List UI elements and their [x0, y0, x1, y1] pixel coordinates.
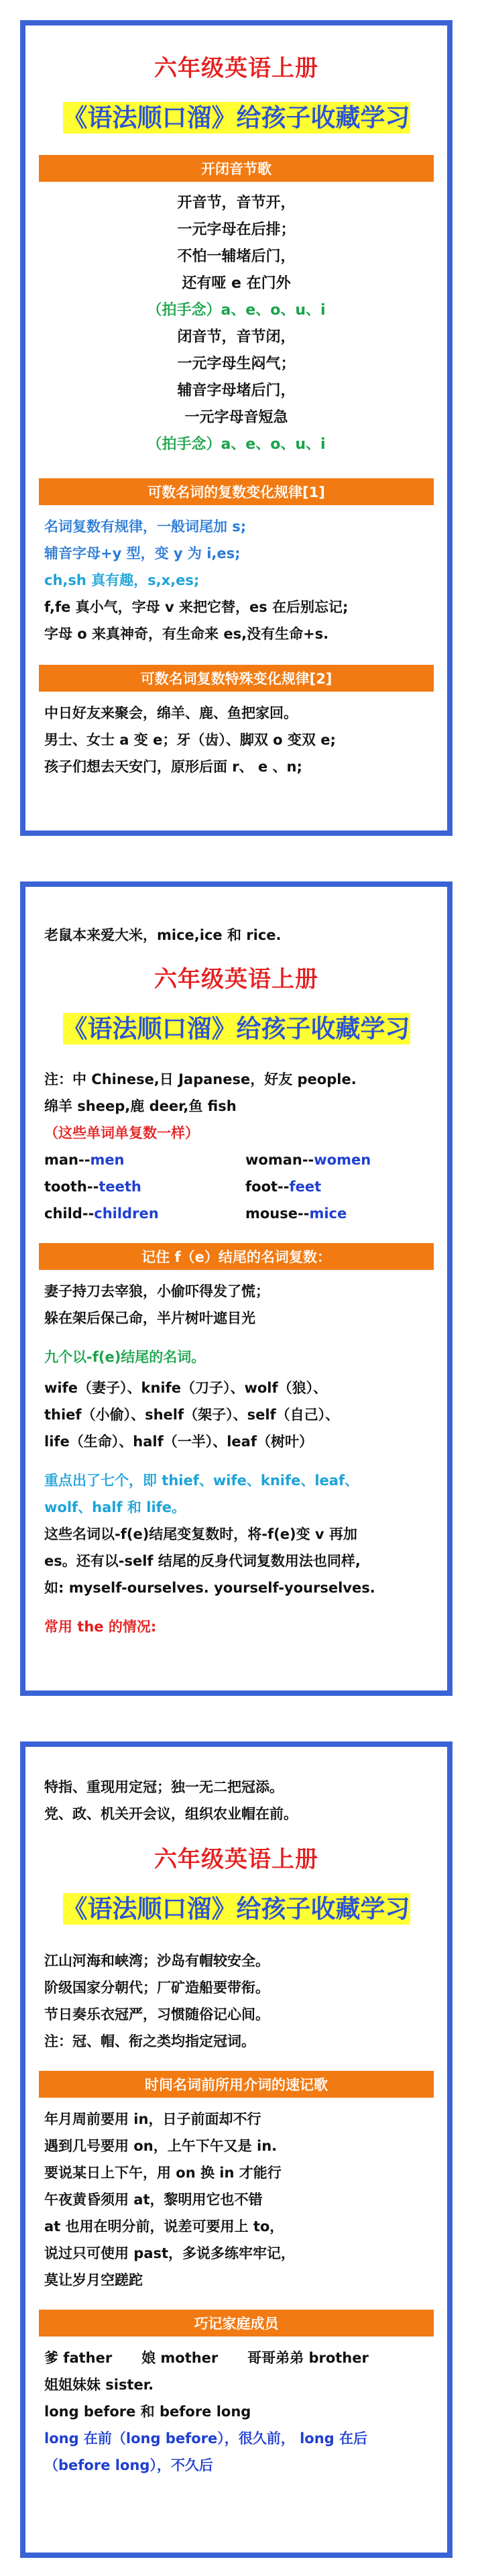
clap-line: （拍手念）a、e、o、u、i [147, 302, 326, 319]
rule-line: f,fe 真小气，字母 v 来把它替，es 在后别忘记; [44, 599, 349, 615]
page-title: 六年级英语上册 [154, 55, 318, 82]
page-title: 六年级英语上册 [154, 966, 318, 993]
card2-intro [25, 922, 447, 949]
plural-word: children [94, 1205, 159, 1222]
plural-word: men [90, 1152, 125, 1168]
time-poem [25, 2106, 447, 2294]
poem-line: at 也用在明分前，说差可要用上 to， [44, 2218, 284, 2235]
poem-line: 一元字母音短急 [184, 409, 288, 426]
subtitle-wrap [25, 1888, 447, 1930]
section-heading-plural-rules: 可数名词的复数变化规律[1] [39, 478, 434, 505]
rule-line: 字母 o 来真神奇，有生命来 es,没有生命+s. [44, 626, 329, 642]
poem-line: 一元字母在后排； [177, 221, 296, 238]
intro-line: 党、政、机关开会议，组织农业帽在前。 [44, 1806, 298, 1822]
poem-line: 要说某日上下午，用 on 换 in 才能行 [44, 2165, 282, 2181]
poem-line: 遇到几号要用 on，上午下午又是 in. [44, 2138, 278, 2154]
rule-line: 男士、女士 a 变 e；牙（齿）、脚双 o 变双 e; [44, 732, 336, 748]
page-subtitle: 《语法顺口溜》给孩子收藏学习 [62, 1894, 410, 1923]
plural-pair-row [44, 1200, 430, 1227]
family-line: 爹 father 娘 mother 哥哥弟弟 brother [44, 2350, 369, 2366]
rule-line: 如: myself-ourselves. yourself-yourselves. [44, 1580, 375, 1596]
notes [25, 1066, 447, 1227]
rule-line: 辅音字母+y 型，变 y 为 i,es; [44, 545, 241, 561]
plural-word: mice [309, 1205, 347, 1222]
special-plurals [25, 700, 447, 780]
family-line: long before 和 before long [44, 2404, 251, 2420]
singular-word: foot-- [245, 1179, 290, 1195]
rule-line: 这些名词以-f(e)结尾变复数时，将-f(e)变 v 再加 [44, 1526, 357, 1542]
rule-line: 节日奏乐衣冠严，习惯随俗记心间。 [44, 2006, 269, 2023]
poem-line: 闭音节，音节闭， [177, 329, 296, 345]
word-line: thief（小偷）、shelf（架子）、self（自己）、 [44, 1407, 340, 1423]
singular-word: tooth-- [44, 1179, 99, 1195]
section-heading-special-plurals: 可数名词复数特殊变化规律[2] [39, 665, 434, 692]
plural-pair-row [44, 1173, 430, 1200]
singular-word: woman-- [245, 1152, 314, 1168]
note-line: 绵羊 sheep,鹿 deer,鱼 fish [44, 1098, 237, 1114]
subtitle-wrap [25, 1008, 447, 1050]
page-title: 六年级英语上册 [154, 1846, 318, 1873]
rule-line: ch,sh 真有趣，s,x,es; [44, 572, 200, 588]
intro-line: 特指、重现用定冠；独一无二把冠添。 [44, 1779, 284, 1795]
long-before-line: （before long），不久后 [44, 2457, 213, 2473]
clap-line: （拍手念）a、e、o、u、i [147, 436, 326, 453]
green-heading: 九个以-f(e)结尾的名词。 [44, 1349, 206, 1365]
syllable-poem [25, 190, 447, 458]
section-heading-syllables: 开闭音节歌 [39, 155, 434, 182]
rule-line: 孩子们想去天安门，原形后面 r、 e 、n; [44, 759, 302, 775]
rule-line: 注：冠、帽、衔之类均指定冠词。 [44, 2033, 255, 2049]
rule-line: 中日好友来聚会，绵羊、鹿、鱼把家回。 [44, 705, 298, 721]
poem-line: 莫让岁月空蹉跎 [44, 2272, 143, 2288]
article-rules [25, 1947, 447, 2055]
poem-line: 辅音字母堵后门， [177, 382, 296, 399]
long-before-line: long 在前（long before），很久前， long 在后 [44, 2430, 368, 2447]
f-poem [25, 1278, 447, 1640]
rule-line: es。还有以-self 结尾的反身代词复数用法也同样, [44, 1553, 361, 1569]
page-subtitle: 《语法顺口溜》给孩子收藏学习 [62, 103, 410, 132]
poem-line: 躲在架后保己命，半片树叶遮目光 [44, 1310, 255, 1326]
highlight-line: 重点出了七个，即 thief、wife、knife、leaf、 [44, 1472, 359, 1489]
card-2 [20, 881, 453, 1696]
singular-word: mouse-- [245, 1205, 310, 1222]
card-3 [20, 1741, 453, 2558]
highlight-line: wolf、half 和 life。 [44, 1499, 186, 1515]
poem-line: 妻子持刀去宰狼，小偷吓得发了慌； [44, 1283, 269, 1299]
plural-rules [25, 513, 447, 647]
singular-word: child-- [44, 1205, 95, 1222]
card-1 [20, 20, 453, 836]
plural-word: women [314, 1152, 371, 1168]
family-lines [25, 2345, 447, 2479]
subtitle-wrap [25, 97, 447, 139]
section-heading-family: 巧记家庭成员 [39, 2310, 434, 2337]
page-subtitle: 《语法顺口溜》给孩子收藏学习 [62, 1014, 410, 1043]
note-line: 注：中 Chinese,日 Japanese，好友 people. [44, 1071, 357, 1087]
poem-line: 一元字母生闷气； [177, 356, 296, 372]
rule-line: 名词复数有规律，一般词尾加 s; [44, 519, 247, 535]
rule-line: 江山河海和峡湾；沙岛有帽较安全。 [44, 1953, 269, 1969]
poem-line: 开音节，音节开， [177, 195, 296, 211]
note-red: （这些单词单复数一样） [44, 1125, 199, 1141]
singular-word: man-- [44, 1152, 91, 1168]
poem-line: 午夜黄昏须用 at，黎明用它也不错 [44, 2192, 263, 2208]
poem-line: 说过只可使用 past，多说多练牢牢记， [44, 2245, 296, 2261]
plural-pair-row [44, 1146, 430, 1173]
card3-intro [25, 1774, 447, 1827]
red-heading: 常用 the 的情况: [44, 1619, 157, 1635]
word-line: life（生命）、half（一半）、leaf（树叶） [44, 1434, 313, 1450]
poem-line: 还有哑 e 在门外 [182, 275, 291, 292]
poem-line: 不怕一辅堵后门， [177, 248, 296, 265]
plural-word: teeth [99, 1179, 141, 1195]
rule-line: 阶级国家分朝代；厂矿造船要带衔。 [44, 1980, 269, 1996]
plural-word: feet [289, 1179, 322, 1195]
poem-line: 年月周前要用 in，日子前面却不行 [44, 2111, 261, 2127]
family-line: 姐姐妹妹 sister. [44, 2377, 154, 2393]
section-heading-f-plurals: 记住 f（e）结尾的名词复数： [39, 1243, 434, 1270]
word-line: wife（妻子）、knife（刀子）、wolf（狼）、 [44, 1380, 328, 1396]
intro-line: 老鼠本来爱大米，mice,ice 和 rice. [44, 927, 282, 943]
section-heading-time-prepositions: 时间名词前所用介词的速记歌 [39, 2071, 434, 2098]
